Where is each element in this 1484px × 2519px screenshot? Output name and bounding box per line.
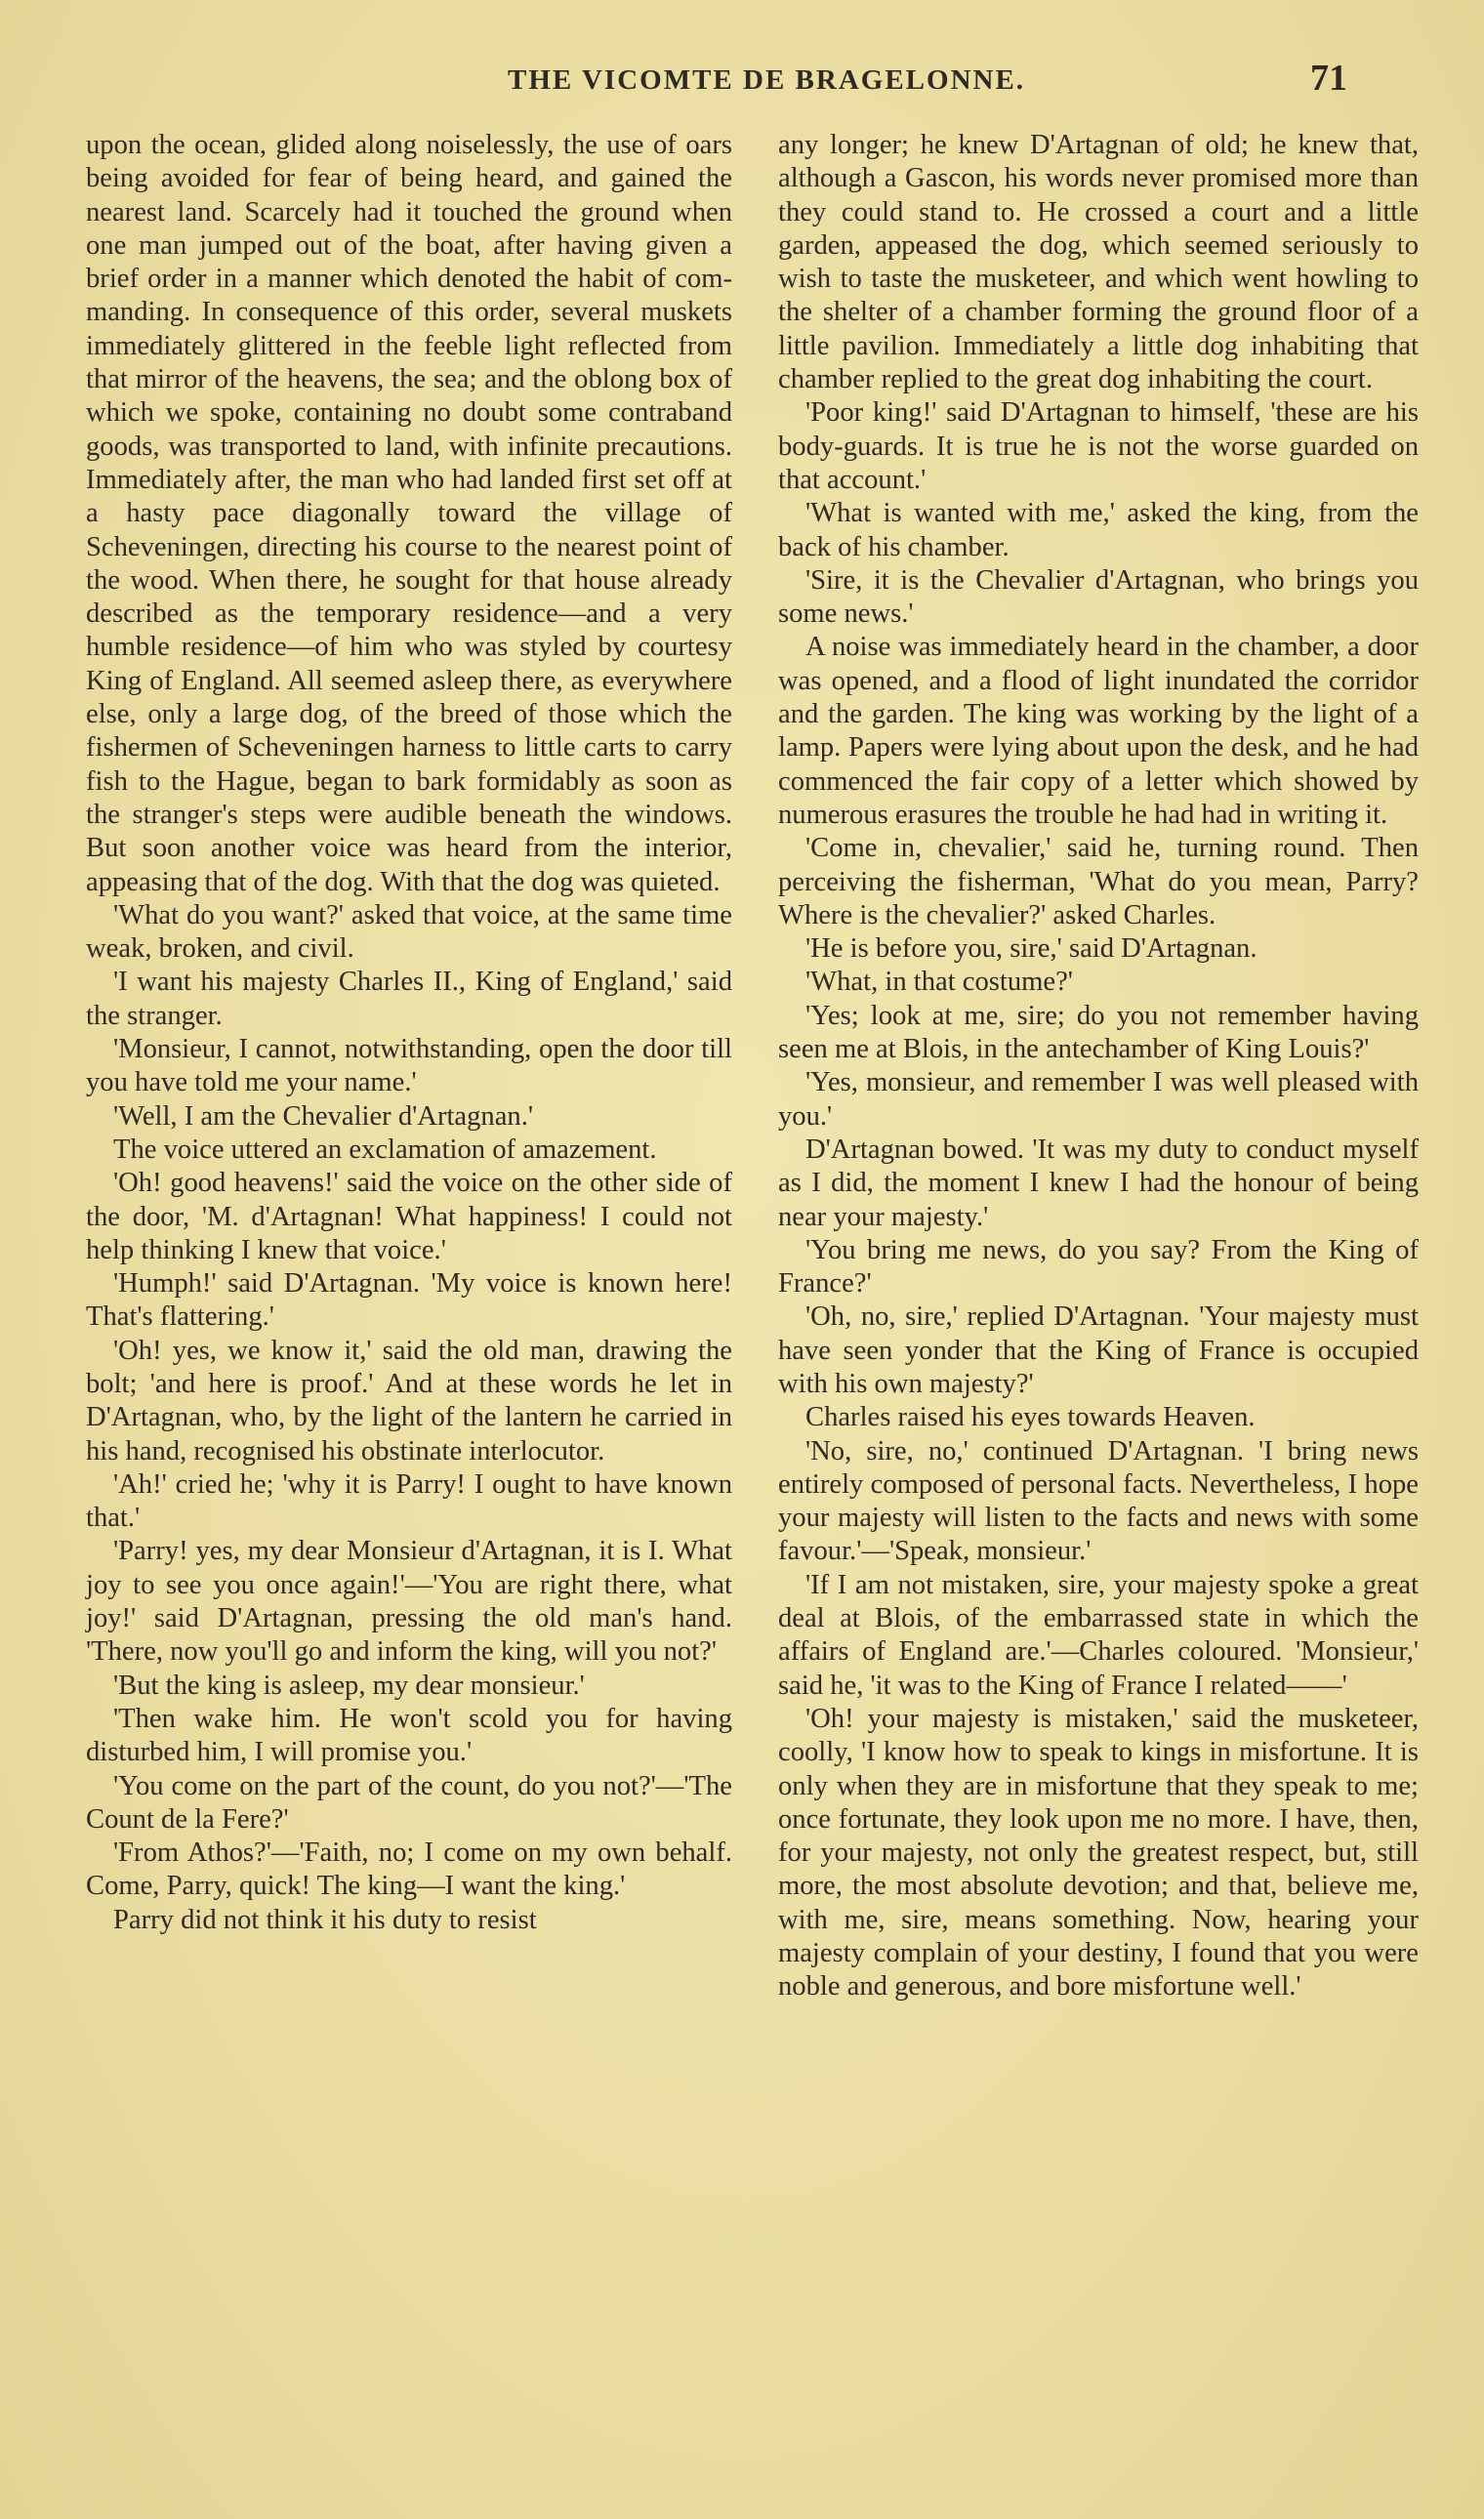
paragraph: 'What is wanted with me,' asked the king, from the back of his chamber.	[778, 498, 1419, 562]
running-title: THE VICOMTE DE BRAGELONNE.	[508, 64, 1026, 96]
paragraph: 'You bring me news, do you say? From the King of France?'	[778, 1234, 1419, 1300]
right-column	[778, 129, 1419, 2004]
paragraph: 'Oh! your majesty is mistaken,' said the musketeer, coolly, 'I know how to speak to kings in misfortune. It is only when they are in misfortune that they speak to me; once fortunate, they look upon me no more. I have, then, for your majesty, not only the greatest respect, but, still more, the most absolute devotion; and that, believe me, with me, sire, means something. Now, hearing your majesty complain of your destiny, I found that you were noble and generous, and bore misfortune well.'	[778, 1703, 1419, 2003]
left-column	[86, 129, 732, 1937]
paragraph: 'Well, I am the Chevalier d'Artagnan.'	[113, 1100, 533, 1132]
paragraph: 'If I am not mistaken, sire, your majesty spoke a great deal at Blois, of the embarrassed state in which the affairs of England are.'—Charles coloured. 'Monsieur,' said he, 'it was to the King of France I related——'	[778, 1569, 1419, 1701]
paragraph: D'Artagnan bowed. 'It was my duty to conduct myself as I did, the moment I knew I had the honour of being near your majesty.'	[778, 1134, 1419, 1232]
paragraph: 'Come in, chevalier,' said he, turning round. Then perceiving the fisherman, 'What do you mean, Parry? Where is the chevalier?' asked Charles.	[778, 833, 1419, 930]
paragraph: any longer; he knew D'Artagnan of old; he knew that, although a Gascon, his words never promised more than they could stand to. He crossed a court and a little garden, appeased the dog, which seemed seriously to wish to taste the musketeer, and which went howling to the shelter of a chamber forming the ground floor of a little pavilion. Immediately a little dog inhabiting that chamber replied to the great dog inhabiting the court.	[778, 130, 1419, 395]
paragraph: 'But the king is asleep, my dear monsieur.'	[113, 1670, 585, 1701]
paragraph: 'Monsieur, I cannot, notwithstanding, open the door till you have told me your name.'	[86, 1034, 732, 1098]
paragraph: upon the ocean, glided along noiselessly, the use of oars being avoided for fear of being heard, and gained the nearest land. Scarcely had it touched the ground when one man jumped out of the boat, after having given a brief order in a manner which denoted the habit of commanding. In consequence of this order, several muskets immediately glittered in the feeble light reflected from that mirror of the heavens, the sea; and the oblong box of which we spoke, containing no doubt some contraband goods, was transported to land, with infinite precautions. Immediately after, the man who had landed first set off at a hasty pace diagonally toward the village of Scheveningen, directing his course to the nearest point of the wood. When there, he sought for that house already described as the temporary residence—and a very humble residence—of him who was styled by courtesy King of England. All seemed asleep there, as everywhere else, only a large dog, of the breed of those which the fishermen of Scheveningen harness to little carts to carry fish to the Hague, began to bark formidably as soon as the stranger's steps were audible beneath the windows. But soon another voice was heard from the interior, appeasing that of the dog. With that the dog was quieted.	[86, 130, 732, 897]
paragraph: A noise was immediately heard in the chamber, a door was opened, and a flood of light inundated the corridor and the garden. The king was working by the light of a lamp. Papers were lying about upon the desk, and he had commenced the fair copy of a letter which showed by numerous erasures the trouble he had had in writing it.	[778, 632, 1419, 830]
paragraph: 'No, sire, no,' continued D'Artagnan. 'I bring news entirely composed of personal facts. Nevertheless, I hope your majesty will listen to the facts and news with some favour.'—'Speak, monsieur.'	[778, 1435, 1419, 1567]
paragraph: 'Ah!' cried he; 'why it is Parry! I ought to have known that.'	[86, 1468, 732, 1534]
paragraph: The voice uttered an exclamation of amazement.	[113, 1134, 657, 1165]
paragraph: 'I want his majesty Charles II., King of England,' said the stranger.	[86, 967, 732, 1031]
paragraph: 'Oh! good heavens!' said the voice on the other side of the door, 'M. d'Artagnan! What happiness! I could not help thinking I knew that voice.'	[86, 1168, 732, 1265]
paragraph: 'Parry! yes, my dear Monsieur d'Artagnan, it is I. What joy to see you once again!'—'You are right there, what joy!' said D'Artagnan, pressing the old man's hand. 'There, now you'll go and inform the king, will you not?'	[86, 1536, 732, 1668]
paragraph: 'From Athos?'—'Faith, no; I come on my own behalf. Come, Parry, quick! The king—I want the king.'	[86, 1838, 732, 1902]
paragraph: 'Yes, monsieur, and remember I was well pleased with you.'	[778, 1067, 1419, 1132]
paragraph: 'Oh, no, sire,' replied D'Artagnan. 'Your majesty must have seen yonder that the King of France is occupied with his own majesty?'	[778, 1301, 1419, 1399]
paragraph: Parry did not think it his duty to resist	[113, 1904, 537, 1935]
paragraph: 'Poor king!' said D'Artagnan to himself, 'these are his body-guards. It is true he is not the worse guarded on that account.'	[778, 397, 1419, 495]
paragraph: 'Oh! yes, we know it,' said the old man, drawing the bolt; 'and here is proof.' And at these words he let in D'Artagnan, who, by the light of the lantern he carried in his hand, recognised his obstinate interlocutor.	[86, 1335, 732, 1466]
paragraph: 'What do you want?' asked that voice, at the same time weak, broken, and civil.	[86, 899, 732, 965]
paragraph: 'Yes; look at me, sire; do you not remember having seen me at Blois, in the antechamber of King Louis?'	[778, 1000, 1419, 1065]
paragraph: 'What, in that costume?'	[805, 967, 1073, 998]
page-header	[508, 57, 1386, 115]
paragraph: 'Then wake him. He won't scold you for having disturbed him, I will promise you.'	[86, 1703, 732, 1768]
page-number: 71	[1310, 58, 1347, 99]
paragraph: 'He is before you, sire,' said D'Artagnan.	[805, 933, 1257, 965]
paragraph: 'Humph!' said D'Artagnan. 'My voice is known here! That's flattering.'	[86, 1268, 732, 1333]
paragraph: 'Sire, it is the Chevalier d'Artagnan, who brings you some news.'	[778, 564, 1419, 630]
paragraph: Charles raised his eyes towards Heaven.	[805, 1402, 1256, 1433]
paragraph: 'You come on the part of the count, do you not?'—'The Count de la Fere?'	[86, 1770, 732, 1835]
